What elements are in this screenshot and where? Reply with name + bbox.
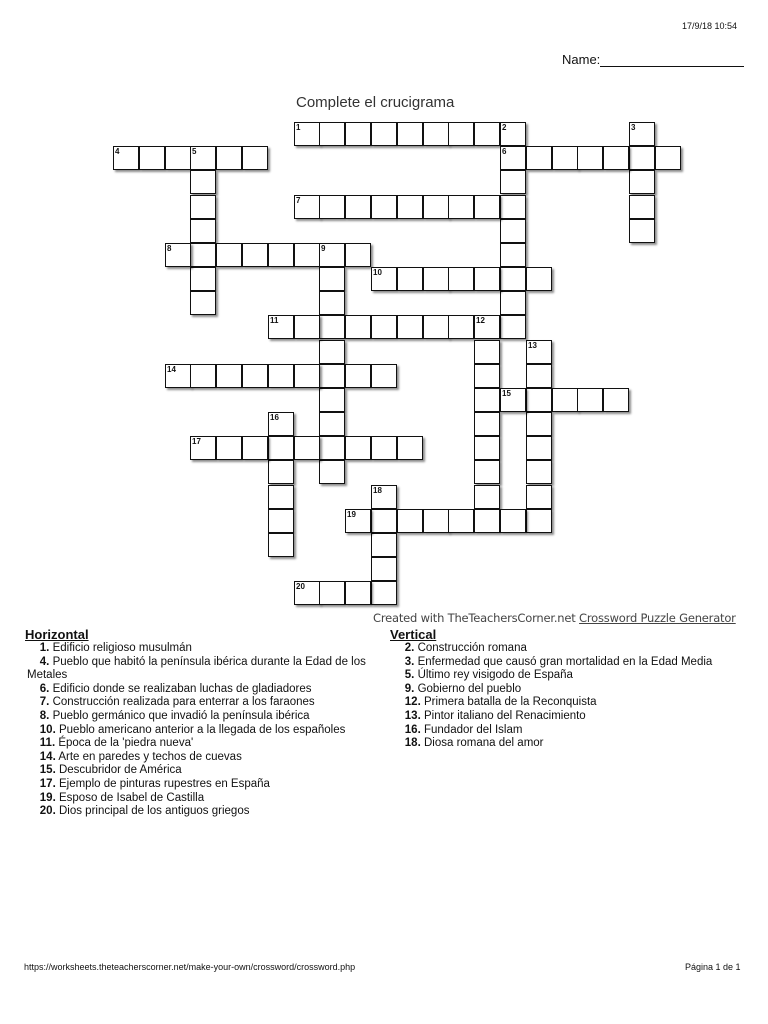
- crossword-cell[interactable]: [423, 509, 449, 533]
- crossword-cell[interactable]: [242, 364, 268, 388]
- cell-number: 15: [502, 389, 511, 398]
- crossword-cell[interactable]: [577, 388, 603, 412]
- crossword-cell[interactable]: [474, 340, 500, 364]
- crossword-cell[interactable]: [242, 243, 268, 267]
- cell-number: 12: [476, 316, 485, 325]
- crossword-cell[interactable]: [190, 436, 216, 460]
- crossword-cell[interactable]: [500, 195, 526, 219]
- cell-number: 14: [167, 365, 176, 374]
- crossword-cell[interactable]: [526, 388, 552, 412]
- clue-text: Pintor italiano del Renacimiento: [420, 709, 586, 722]
- crossword-cell[interactable]: [319, 436, 345, 460]
- clue-item: [27, 751, 382, 765]
- crossword-cell[interactable]: [268, 436, 294, 460]
- clue-number: 8.: [39, 709, 50, 722]
- clue-number: 6.: [39, 682, 50, 695]
- clue-item: [392, 656, 752, 670]
- crossword-cell[interactable]: [345, 243, 371, 267]
- crossword-cell[interactable]: [216, 146, 242, 170]
- crossword-cell[interactable]: [655, 146, 681, 170]
- clue-number: 5.: [404, 669, 415, 682]
- crossword-cell[interactable]: [190, 243, 216, 267]
- horizontal-heading: Horizontal: [25, 627, 89, 642]
- clue-item: [392, 669, 752, 683]
- clue-text: Arte en paredes y techos de cuevas: [55, 750, 242, 763]
- clue-number: 15.: [39, 764, 56, 777]
- clue-text: Fundador del Islam: [420, 723, 523, 736]
- crossword-cell[interactable]: [319, 315, 345, 339]
- clue-text: Pueblo que habitó la península ibérica durante la Edad de los Metales: [27, 655, 366, 682]
- crossword-cell[interactable]: [500, 243, 526, 267]
- crossword-cell[interactable]: [190, 146, 216, 170]
- crossword-cell[interactable]: [526, 146, 552, 170]
- cell-number: 13: [528, 341, 537, 350]
- crossword-cell[interactable]: [500, 291, 526, 315]
- crossword-cell[interactable]: [268, 364, 294, 388]
- crossword-cell[interactable]: [319, 364, 345, 388]
- clue-item: [392, 683, 752, 697]
- crossword-cell[interactable]: [371, 509, 397, 533]
- crossword-cell[interactable]: [629, 170, 655, 194]
- page-number: Página 1 de 1: [685, 962, 741, 972]
- crossword-cell[interactable]: [423, 195, 449, 219]
- crossword-cell[interactable]: [294, 243, 320, 267]
- crossword-cell[interactable]: [448, 509, 474, 533]
- clue-item: [27, 696, 382, 710]
- crossword-cell[interactable]: [500, 315, 526, 339]
- cell-number: 1: [296, 123, 301, 132]
- clue-text: Esposo de Isabel de Castilla: [55, 791, 205, 804]
- crossword-cell[interactable]: [216, 243, 242, 267]
- crossword-cell[interactable]: [294, 195, 320, 219]
- crossword-cell[interactable]: [371, 557, 397, 581]
- crossword-cell[interactable]: [319, 195, 345, 219]
- crossword-cell[interactable]: [345, 436, 371, 460]
- crossword-cell[interactable]: [500, 122, 526, 146]
- crossword-cell[interactable]: [190, 195, 216, 219]
- crossword-cell[interactable]: [397, 267, 423, 291]
- cell-number: 8: [167, 244, 172, 253]
- crossword-cell[interactable]: [294, 364, 320, 388]
- crossword-cell[interactable]: [474, 195, 500, 219]
- crossword-cell[interactable]: [294, 581, 320, 605]
- crossword-cell[interactable]: [500, 509, 526, 533]
- crossword-cell[interactable]: [242, 436, 268, 460]
- cell-number: 2: [502, 123, 507, 132]
- crossword-cell[interactable]: [371, 267, 397, 291]
- crossword-cell[interactable]: [190, 219, 216, 243]
- crossword-cell[interactable]: [474, 436, 500, 460]
- crossword-cell[interactable]: [319, 291, 345, 315]
- vertical-heading: Vertical: [390, 627, 437, 642]
- cell-number: 11: [270, 316, 279, 325]
- crossword-cell[interactable]: [371, 122, 397, 146]
- crossword-cell[interactable]: [268, 533, 294, 557]
- crossword-cell[interactable]: [268, 509, 294, 533]
- clue-text: Último rey visigodo de España: [414, 669, 573, 682]
- crossword-cell[interactable]: [139, 146, 165, 170]
- crossword-cell[interactable]: [319, 243, 345, 267]
- crossword-cell[interactable]: [629, 195, 655, 219]
- crossword-cell[interactable]: [629, 146, 655, 170]
- clue-number: 4.: [39, 655, 50, 668]
- crossword-cell[interactable]: [474, 412, 500, 436]
- clue-text: Construcción realizada para enterrar a los faraones: [49, 696, 315, 709]
- crossword-cell[interactable]: [603, 388, 629, 412]
- crossword-cell[interactable]: [577, 146, 603, 170]
- clue-text: Diosa romana del amor: [420, 737, 544, 750]
- cell-number: 19: [347, 510, 356, 519]
- crossword-cell[interactable]: [474, 460, 500, 484]
- crossword-cell[interactable]: [629, 219, 655, 243]
- crossword-cell[interactable]: [448, 267, 474, 291]
- clue-item: [27, 683, 382, 697]
- cell-number: 16: [270, 413, 279, 422]
- crossword-cell[interactable]: [448, 315, 474, 339]
- crossword-cell[interactable]: [397, 195, 423, 219]
- clue-text: Primera batalla de la Reconquista: [420, 696, 597, 709]
- crossword-cell[interactable]: [371, 581, 397, 605]
- crossword-cell[interactable]: [500, 219, 526, 243]
- crossword-cell[interactable]: [268, 315, 294, 339]
- clue-text: Pueblo germánico que invadió la península ibérica: [49, 709, 310, 722]
- crossword-cell[interactable]: [474, 267, 500, 291]
- crossword-cell[interactable]: [474, 364, 500, 388]
- crossword-cell[interactable]: [165, 146, 191, 170]
- cell-number: 7: [296, 196, 301, 205]
- crossword-cell[interactable]: [268, 485, 294, 509]
- cell-number: 4: [115, 147, 120, 156]
- crossword-cell[interactable]: [345, 364, 371, 388]
- clue-number: 13.: [404, 709, 421, 722]
- crossword-cell[interactable]: [345, 195, 371, 219]
- clue-item: [27, 778, 382, 792]
- clue-text: Edificio donde se realizaban luchas de gladiadores: [49, 682, 312, 695]
- crossword-cell[interactable]: [371, 533, 397, 557]
- clue-item: [27, 764, 382, 778]
- clue-item: [392, 642, 752, 656]
- crossword-cell[interactable]: [294, 122, 320, 146]
- crossword-cell[interactable]: [526, 436, 552, 460]
- crossword-cell[interactable]: [474, 485, 500, 509]
- crossword-cell[interactable]: [629, 122, 655, 146]
- crossword-cell[interactable]: [500, 170, 526, 194]
- clue-number: 7.: [39, 696, 50, 709]
- clue-number: 3.: [404, 655, 415, 668]
- clue-item: [392, 724, 752, 738]
- crossword-cell[interactable]: [526, 267, 552, 291]
- cell-number: 10: [373, 268, 382, 277]
- clue-text: Descubridor de América: [55, 764, 182, 777]
- generator-link[interactable]: Crossword Puzzle Generator: [579, 611, 736, 625]
- crossword-cell[interactable]: [397, 315, 423, 339]
- crossword-cell[interactable]: [474, 509, 500, 533]
- crossword-cell[interactable]: [294, 436, 320, 460]
- clue-number: 20.: [39, 805, 56, 818]
- crossword-cell[interactable]: [603, 146, 629, 170]
- crossword-cell[interactable]: [474, 122, 500, 146]
- crossword-cell[interactable]: [552, 146, 578, 170]
- cell-number: 5: [192, 147, 197, 156]
- crossword-cell[interactable]: [500, 388, 526, 412]
- crossword-cell[interactable]: [423, 122, 449, 146]
- crossword-cell[interactable]: [294, 315, 320, 339]
- clue-item: [27, 642, 382, 656]
- clue-text: Enfermedad que causó gran mortalidad en la Edad Media: [414, 655, 713, 668]
- clue-item: [27, 724, 382, 738]
- crossword-cell[interactable]: [319, 122, 345, 146]
- crossword-cell[interactable]: [319, 340, 345, 364]
- clue-item: [392, 696, 752, 710]
- credit-line: [373, 611, 736, 625]
- page-url: https://worksheets.theteacherscorner.net/make-your-own/crossword/crossword.php: [24, 962, 356, 972]
- clue-item: [27, 805, 382, 819]
- clue-item: [27, 737, 382, 751]
- crossword-cell[interactable]: [190, 364, 216, 388]
- cell-number: 18: [373, 486, 382, 495]
- clue-item: [392, 737, 752, 751]
- clue-text: Gobierno del pueblo: [414, 682, 522, 695]
- crossword-cell[interactable]: [474, 315, 500, 339]
- crossword-cell[interactable]: [371, 485, 397, 509]
- clue-text: Construcción romana: [414, 642, 527, 654]
- crossword-cell[interactable]: [371, 195, 397, 219]
- clue-number: 12.: [404, 696, 421, 709]
- crossword-cell[interactable]: [371, 436, 397, 460]
- crossword-cell[interactable]: [268, 412, 294, 436]
- clue-item: [27, 656, 382, 683]
- cell-number: 6: [502, 147, 507, 156]
- crossword-cell[interactable]: [319, 412, 345, 436]
- crossword-cell[interactable]: [268, 243, 294, 267]
- timestamp: 17/9/18 10:54: [682, 21, 738, 31]
- crossword-cell[interactable]: [552, 388, 578, 412]
- crossword-cell[interactable]: [319, 460, 345, 484]
- crossword-cell[interactable]: [190, 170, 216, 194]
- crossword-cell[interactable]: [345, 509, 371, 533]
- crossword-cell[interactable]: [190, 267, 216, 291]
- clue-number: 18.: [404, 737, 421, 750]
- clue-number: 1.: [39, 642, 50, 654]
- crossword-cell[interactable]: [526, 340, 552, 364]
- cell-number: 20: [296, 582, 305, 591]
- clue-text: Época de la 'piedra nueva': [55, 737, 194, 750]
- cell-number: 3: [631, 123, 636, 132]
- crossword-cell[interactable]: [397, 436, 423, 460]
- crossword-cell[interactable]: [216, 436, 242, 460]
- credit-text: Created with TheTeachersCorner.net: [373, 611, 576, 625]
- crossword-cell[interactable]: [165, 243, 191, 267]
- crossword-cell[interactable]: [345, 315, 371, 339]
- crossword-cell[interactable]: [500, 146, 526, 170]
- clue-text: Dios principal de los antiguos griegos: [55, 805, 250, 818]
- crossword-cell[interactable]: [526, 485, 552, 509]
- crossword-cell[interactable]: [319, 388, 345, 412]
- crossword-cell[interactable]: [371, 364, 397, 388]
- clue-number: 10.: [39, 723, 56, 736]
- clue-number: 9.: [404, 682, 415, 695]
- cell-number: 9: [321, 244, 326, 253]
- cell-number: 17: [192, 437, 201, 446]
- vertical-clue-list: [392, 642, 752, 751]
- clue-item: [27, 710, 382, 724]
- crossword-cell[interactable]: [216, 364, 242, 388]
- crossword-cell[interactable]: [319, 581, 345, 605]
- crossword-cell[interactable]: [526, 509, 552, 533]
- clue-number: 2.: [404, 642, 415, 654]
- name-label: Name:: [562, 52, 601, 67]
- crossword-cell[interactable]: [319, 267, 345, 291]
- crossword-cell[interactable]: [397, 122, 423, 146]
- crossword-cell[interactable]: [423, 315, 449, 339]
- crossword-cell[interactable]: [242, 146, 268, 170]
- clue-item: [27, 792, 382, 806]
- clue-number: 19.: [39, 791, 56, 804]
- clue-number: 17.: [39, 777, 56, 790]
- crossword-cell[interactable]: [190, 291, 216, 315]
- clue-number: 11.: [39, 737, 56, 750]
- crossword-cell[interactable]: [448, 195, 474, 219]
- crossword-cell[interactable]: [526, 460, 552, 484]
- crossword-cell[interactable]: [371, 315, 397, 339]
- clue-text: Pueblo americano anterior a la llegada de los españoles: [55, 723, 346, 736]
- crossword-cell[interactable]: [113, 146, 139, 170]
- crossword-cell[interactable]: [448, 122, 474, 146]
- clue-item: [392, 710, 752, 724]
- crossword-cell[interactable]: [345, 122, 371, 146]
- clue-text: Edificio religioso musulmán: [49, 642, 192, 654]
- clue-text: Ejemplo de pinturas rupestres en España: [55, 777, 270, 790]
- crossword-cell[interactable]: [345, 581, 371, 605]
- horizontal-clue-list: [27, 642, 382, 819]
- crossword-cell[interactable]: [474, 388, 500, 412]
- crossword-cell[interactable]: [500, 267, 526, 291]
- crossword-cell[interactable]: [526, 412, 552, 436]
- clue-number: 16.: [404, 723, 421, 736]
- crossword-cell[interactable]: [397, 509, 423, 533]
- crossword-cell[interactable]: [165, 364, 191, 388]
- page-title: Complete el crucigrama: [296, 94, 455, 111]
- clue-number: 14.: [39, 750, 56, 763]
- crossword-cell[interactable]: [526, 364, 552, 388]
- crossword-cell[interactable]: [423, 267, 449, 291]
- crossword-cell[interactable]: [268, 460, 294, 484]
